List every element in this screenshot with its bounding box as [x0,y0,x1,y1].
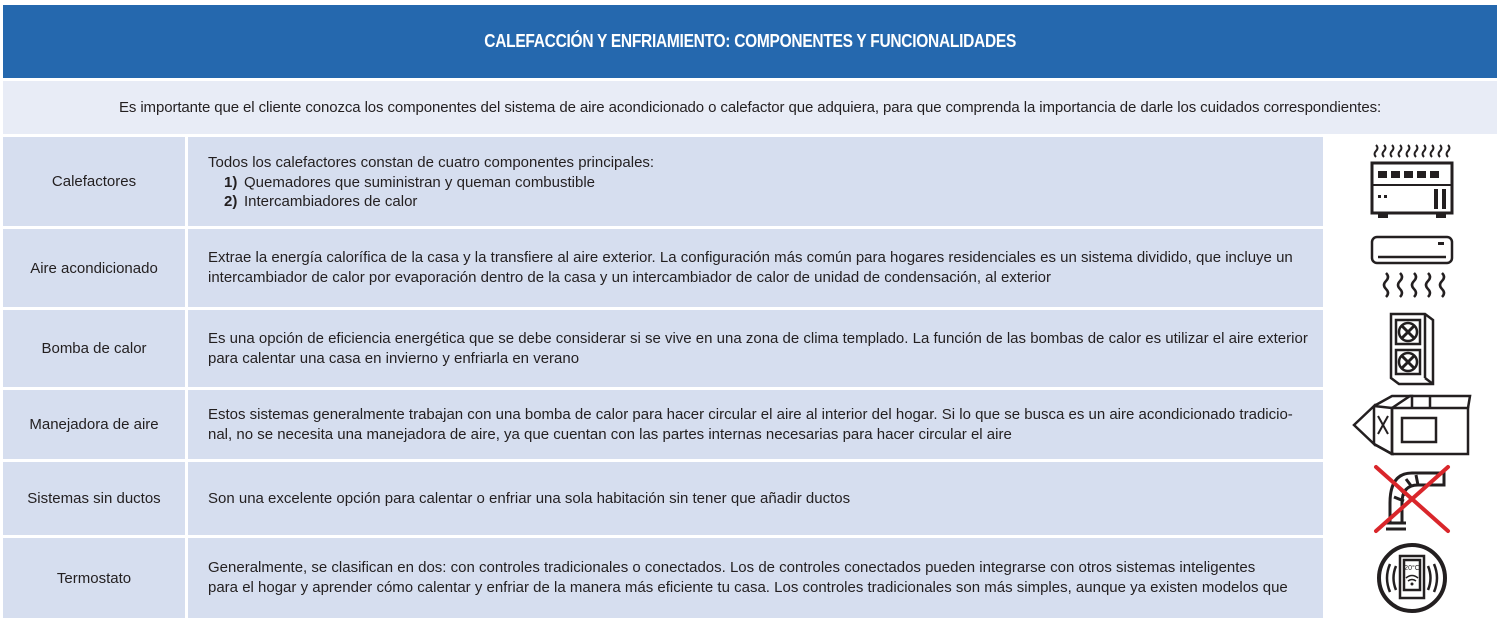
list-text: Quemadores que suministran y queman combustible [244,173,596,191]
row-label-cell [3,390,185,459]
row-description-cell [188,137,1323,226]
row-termostato [3,538,1497,618]
row-label-cell [3,229,185,307]
row-icon-cell [1326,390,1497,459]
row-calefactores [3,137,1497,226]
description-line: para el hogar y aprender cómo calentar y enfriar de la manera más eficiente tu casa. Los controles tradicionales son más simples, aunque ya existen modelos que [208,579,1288,596]
row-label-cell [3,462,185,535]
page-title: CALEFACCIÓN Y ENFRIAMIENTO: COMPONENTES Y FUNCIONALIDADES [484,31,1016,51]
row-label-cell [3,538,185,618]
row-description-cell [188,462,1323,535]
row-aire-acondicionado [3,229,1497,307]
row-label: Bomba de calor [41,340,147,357]
row-label: Sistemas sin ductos [27,490,161,507]
list-number: 1) [224,173,238,191]
row-bomba-de-calor [3,310,1497,387]
description-line: Generalmente, se clasifican en dos: con controles tradicionales o conectados. Los de controles conectados pueden integrarse con otros sistemas inteligentes [208,559,1256,576]
row-description-cell [188,390,1323,459]
intro-band [3,81,1497,134]
thermostat-icon [1376,542,1448,614]
row-description-cell [188,229,1323,307]
row-description-cell [188,310,1323,387]
row-sistemas-sin-ductos [3,462,1497,535]
no-duct-icon [1372,463,1452,535]
description-line: nal, no se necesita una manejadora de aire, ya que cuentan con las partes internas necesarias para hacer circular el aire [208,425,1012,443]
row-icon-cell [1326,137,1497,226]
description-line: Estos sistemas generalmente trabajan con una bomba de calor para hacer circular el aire al interior del hogar. Si lo que se busca es un aire acondicionado tradicio- [208,405,1293,423]
heater-icon [1370,143,1454,221]
description-line: Extrae la energía calorífica de la casa y la transfiere al aire exterior. La configuración más común para hogares residenciales es un sistema dividido, que incluye un [208,249,1293,266]
intro-text: Es importante que el cliente conozca los componentes del sistema de aire acondicionado o calefactor que adquiera, para que comprenda la importancia de darle los cuidados correspondientes: [118,99,1382,116]
list-number: 2) [224,192,238,210]
description-line: Son una excelente opción para calentar o enfriar una sola habitación sin tener que añadir ductos [208,489,851,507]
air-handler-icon [1352,394,1472,456]
row-label: Termostato [56,569,132,587]
description-line: Todos los calefactores constan de cuatro componentes principales: [208,153,655,171]
row-label-cell [3,310,185,387]
row-manejadora-de-aire [3,390,1497,459]
description-line: para calentar una casa en invierno y enfriarla en verano [208,349,580,367]
row-icon-cell [1326,538,1497,618]
description-line: intercambiador de calor por evaporación dentro de la casa y un intercambiador de calor de unidad de condensación, al exterior [208,269,1052,286]
title-bar [3,5,1497,78]
air-conditioner-icon [1370,233,1454,303]
row-label: Manejadora de aire [29,416,159,433]
row-label: Calefactores [51,173,137,190]
row-label-cell [3,137,185,226]
row-icon-cell [1326,462,1497,535]
list-text: Intercambiadores de calor [244,192,418,210]
row-icon-cell [1326,310,1497,387]
thermostat-reading: 20°C [1403,565,1420,572]
row-description-cell [188,538,1323,618]
row-icon-cell [1326,229,1497,307]
description-line: Es una opción de eficiencia energética que se debe considerar si se vive en una zona de clima templado. La función de las bombas de calor es utilizar el aire exterior [208,329,1308,347]
heat-pump-icon [1387,312,1437,386]
row-label: Aire acondicionado [30,259,158,277]
list-item [208,192,1323,211]
list-item [208,173,1323,192]
